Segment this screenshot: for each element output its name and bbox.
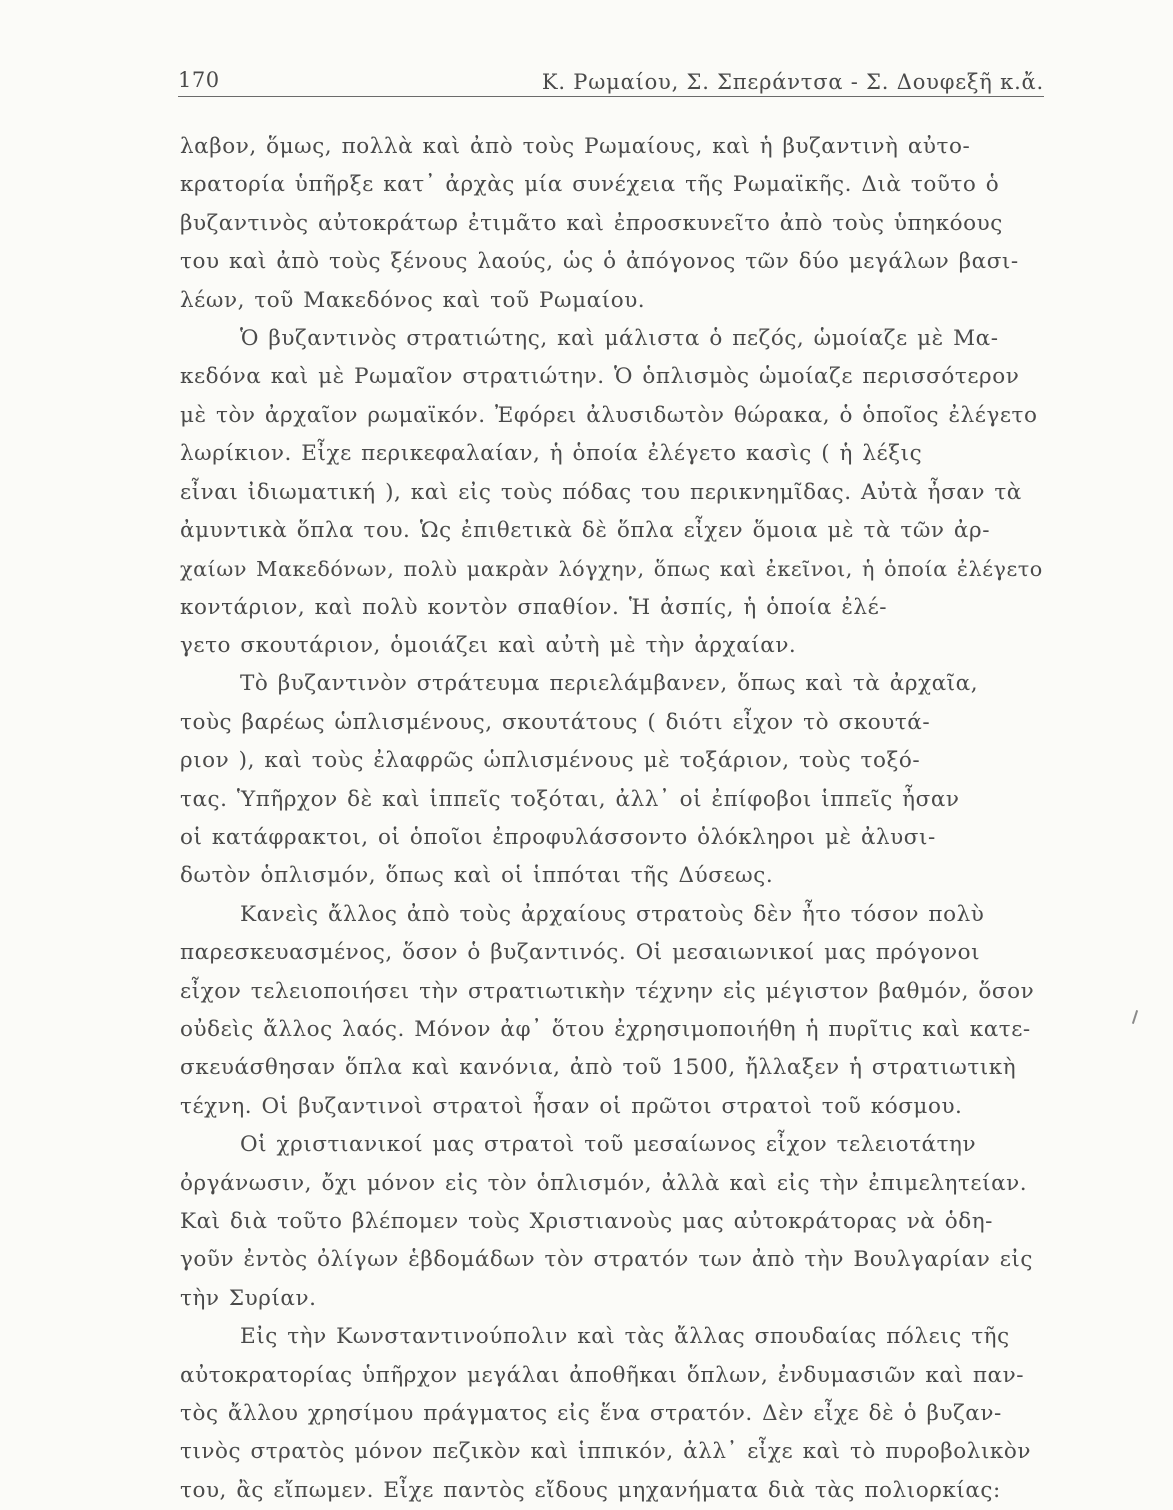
body-text (180, 128, 1046, 1510)
text-line: μὲ τὸν ἀρχαῖον ρωμαϊκόν. Ἐφόρει ἀλυσιδωτὸν θώρακα, ὁ ὁποῖος ἐλέγετο (180, 402, 1038, 428)
text-line: ριον ), καὶ τοὺς ἐλαφρῶς ὡπλισμένους μὲ τοξάριον, τοὺς τοξό- (180, 748, 921, 774)
text-line: οὐδεὶς ἄλλος λαός. Μόνον ἀφ᾽ ὅτου ἐχρησιμοποιήθη ἡ πυρῖτις καὶ κατε- (180, 1016, 1031, 1042)
text-line: σκευάσθησαν ὅπλα καὶ κανόνια, ἀπὸ τοῦ 1500, ἤλλαξεν ἡ στρατιωτικὴ (180, 1055, 1017, 1081)
text-line: οἱ κατάφρακτοι, οἱ ὁποῖοι ἐπροφυλάσσοντο ὁλόκληροι μὲ ἀλυσι- (180, 825, 936, 851)
header-rule (178, 96, 1044, 97)
paragraph-start-line: Οἱ χριστιανικοί μας στρατοὶ τοῦ μεσαίωνος εἶχον τελειοτάτην (240, 1132, 977, 1158)
scan-speck (1132, 1010, 1138, 1024)
page-number: 170 (178, 68, 220, 92)
text-line: λωρίκιον. Εἶχε περικεφαλαίαν, ἡ ὁποία ἐλέγετο κασὶς ( ἡ λέξις (180, 441, 923, 467)
text-line: βυζαντινὸς αὐτοκράτωρ ἐτιμᾶτο καὶ ἐπροσκυνεῖτο ἀπὸ τοὺς ὑπηκόους (180, 210, 1003, 236)
paragraph-start-line: Εἰς τὴν Κωνσταντινούπολιν καὶ τὰς ἄλλας σπουδαίας πόλεις τῆς (240, 1324, 1010, 1350)
text-line: γοῦν ἐντὸς ὀλίγων ἑβδομάδων τὸν στρατόν των ἀπὸ τὴν Βουλγαρίαν εἰς (180, 1247, 1033, 1273)
text-line: τὸς ἄλλου χρησίμου πράγματος εἰς ἕνα στρατόν. Δὲν εἶχε δὲ ὁ βυζαν- (180, 1400, 1002, 1426)
paragraph-start-line: Τὸ βυζαντινὸν στράτευμα περιελάμβανεν, ὅπως καὶ τὰ ἀρχαῖα, (240, 671, 979, 697)
text-line: κεδόνα καὶ μὲ Ρωμαῖον στρατιώτην. Ὁ ὁπλισμὸς ὡμοίαζε περισσότερον (180, 364, 1020, 390)
text-line: κρατορία ὑπῆρξε κατ᾽ ἀρχὰς μία συνέχεια τῆς Ρωμαϊκῆς. Διὰ τοῦτο ὁ (180, 172, 1000, 198)
text-line: παρεσκευασμένος, ὅσον ὁ βυζαντινός. Οἱ μεσαιωνικοί μας πρόγονοι (180, 940, 981, 966)
text-line: ὀργάνωσιν, ὄχι μόνον εἰς τὸν ὁπλισμόν, ἀλλὰ καὶ εἰς τὴν ἐπιμελητείαν. (180, 1170, 1028, 1196)
text-line: του, ἂς εἴπωμεν. Εἶχε παντὸς εἴδους μηχανήματα διὰ τὰς πολιορκίας: (180, 1477, 1001, 1503)
text-line: εἶχον τελειοποιήσει τὴν στρατιωτικὴν τέχνην εἰς μέγιστον βαθμόν, ὅσον (180, 978, 1035, 1004)
text-line: του καὶ ἀπὸ τοὺς ξένους λαούς, ὡς ὁ ἀπόγονος τῶν δύο μεγάλων βασι- (180, 249, 1019, 275)
paragraph-start-line: Κανεὶς ἄλλος ἀπὸ τοὺς ἀρχαίους στρατοὺς δὲν ἦτο τόσον πολὺ (240, 901, 985, 927)
text-line: τέχνη. Οἱ βυζαντινοὶ στρατοὶ ἦσαν οἱ πρῶτοι στρατοὶ τοῦ κόσμου. (180, 1093, 963, 1119)
text-line: τινὸς στρατὸς μόνον πεζικὸν καὶ ἱππικόν, ἀλλ᾽ εἶχε καὶ τὸ πυροβολικὸν (180, 1439, 1032, 1465)
text-line: τοὺς βαρέως ὡπλισμένους, σκουτάτους ( διότι εἶχον τὸ σκουτά- (180, 709, 931, 735)
text-line: κοντάριον, καὶ πολὺ κοντὸν σπαθίον. Ἡ ἀσπίς, ἡ ὁποία ἐλέ- (180, 594, 888, 620)
running-head: Κ. Ρωμαίου, Σ. Σπεράντσα - Σ. Δουφεξῆ κ.ἄ. (541, 70, 1044, 94)
text-line: αὐτοκρατορίας ὑπῆρχον μεγάλαι ἀποθῆκαι ὅπλων, ἐνδυμασιῶν καὶ παν- (180, 1362, 1025, 1388)
text-line: δωτὸν ὁπλισμόν, ὅπως καὶ οἱ ἱππόται τῆς Δύσεως. (180, 863, 774, 889)
text-line: χαίων Μακεδόνων, πολὺ μακρὰν λόγχην, ὅπως καὶ ἐκεῖνοι, ἡ ὁποία ἐλέγετο (180, 557, 1043, 582)
text-line: εἶναι ἰδιωματική ), καὶ εἰς τοὺς πόδας του περικνημῖδας. Αὐτὰ ἦσαν τὰ (180, 479, 1022, 505)
text-line: γετο σκουτάριον, ὁμοιάζει καὶ αὐτὴ μὲ τὴν ἀρχαίαν. (180, 633, 797, 659)
text-line: τας. Ὑπῆρχον δὲ καὶ ἱππεῖς τοξόται, ἀλλ᾽ οἱ ἐπίφοβοι ἱππεῖς ἦσαν (180, 786, 960, 812)
text-line: τὴν Συρίαν. (180, 1285, 317, 1311)
text-line: λαβον, ὅμως, πολλὰ καὶ ἀπὸ τοὺς Ρωμαίους, καὶ ἡ βυζαντινὴ αὐτο- (180, 134, 971, 159)
text-line: ἀμυντικὰ ὅπλα του. Ὡς ἐπιθετικὰ δὲ ὅπλα εἶχεν ὅμοια μὲ τὰ τῶν ἀρ- (180, 517, 991, 543)
text-line: λέων, τοῦ Μακεδόνος καὶ τοῦ Ρωμαίου. (180, 287, 646, 313)
paragraph-start-line: Ὁ βυζαντινὸς στρατιώτης, καὶ μάλιστα ὁ πεζός, ὡμοίαζε μὲ Μα- (240, 325, 999, 351)
text-line: Καὶ διὰ τοῦτο βλέπομεν τοὺς Χριστιανοὺς μας αὐτοκράτορας νὰ ὁδη- (180, 1208, 993, 1234)
